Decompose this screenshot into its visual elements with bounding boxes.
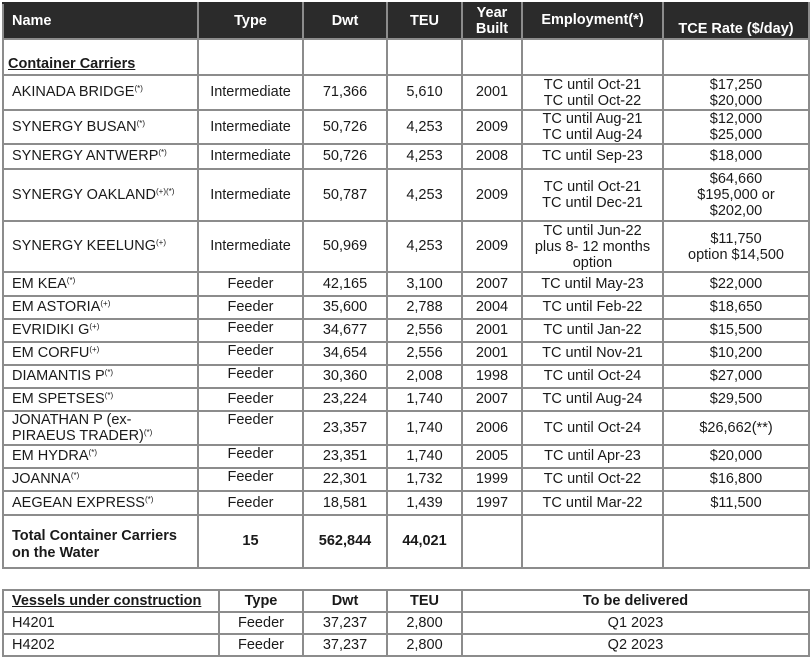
vessel-type: Feeder — [198, 342, 303, 365]
footnote-marker: (*) — [88, 448, 97, 457]
vessel-dwt: 50,969 — [303, 221, 387, 272]
vessel-dwt: 35,600 — [303, 296, 387, 319]
vessel-type: Intermediate — [198, 75, 303, 110]
construction-header-row — [3, 590, 809, 612]
construction-type: Feeder — [219, 634, 303, 656]
vessel-tce-rate-line: $195,000 or — [697, 187, 775, 203]
total-row — [3, 515, 809, 568]
vessel-year-built: 2007 — [462, 272, 522, 296]
total-count: 15 — [198, 515, 303, 568]
vessel-employment-line: TC until Aug-21 — [542, 111, 643, 127]
vessel-type: Intermediate — [198, 221, 303, 272]
col-header-employment: Employment(*) — [522, 3, 663, 39]
col-header-name: Name — [3, 3, 198, 39]
footnote-marker: (*) — [158, 148, 167, 157]
footnote-marker: (*) — [136, 118, 146, 128]
vessel-tce-rate-line: $20,000 — [709, 448, 763, 464]
vessel-year-built: 2001 — [462, 75, 522, 110]
construction-row — [3, 612, 809, 634]
vessel-name — [3, 221, 198, 272]
vessel-year-built: 2009 — [462, 169, 522, 221]
vessel-type: Feeder — [198, 411, 303, 445]
vessel-row — [3, 169, 809, 221]
footnote-marker: (*) — [104, 368, 114, 377]
vessel-name — [3, 388, 198, 411]
empty-cell — [663, 515, 809, 568]
vessel-employment-line: TC until Apr-23 — [544, 448, 641, 464]
vessel-row — [3, 365, 809, 388]
vessel-dwt: 23,351 — [303, 445, 387, 468]
vessel-year-built: 2001 — [462, 342, 522, 365]
empty-cell — [303, 39, 387, 75]
vessel-dwt: 34,654 — [303, 342, 387, 365]
construction-name: H4201 — [3, 612, 219, 634]
total-label-line2: on the Water — [12, 544, 100, 561]
vessel-name — [3, 296, 198, 319]
vessel-row — [3, 319, 809, 342]
vessel-type: Feeder — [198, 388, 303, 411]
vessel-tce-rate-line: $18,000 — [709, 148, 763, 164]
vessel-teu: 1,740 — [387, 388, 462, 411]
vessel-employment-line: TC until Jan-22 — [543, 322, 642, 338]
construction-header-dwt: Dwt — [303, 590, 387, 612]
vessel-tce-rate-line: $18,650 — [709, 299, 763, 315]
vessel-employment-line: plus 8- 12 months — [534, 238, 651, 255]
vessel-employment — [522, 272, 663, 296]
vessel-name — [3, 365, 198, 388]
vessel-dwt: 42,165 — [303, 272, 387, 296]
vessel-dwt: 71,366 — [303, 75, 387, 110]
vessel-type: Feeder — [198, 445, 303, 468]
vessel-name — [3, 468, 198, 491]
vessel-type: Feeder — [198, 272, 303, 296]
vessel-row — [3, 491, 809, 515]
vessel-type: Intermediate — [198, 110, 303, 144]
vessel-teu: 2,556 — [387, 342, 462, 365]
vessel-tce-rate-line: $10,200 — [709, 345, 763, 361]
vessel-year-built: 2005 — [462, 445, 522, 468]
construction-header-teu: TEU — [387, 590, 462, 612]
construction-header-delivery: To be delivered — [462, 590, 809, 612]
vessel-name-text: JOANNA — [12, 471, 71, 487]
vessel-name — [3, 75, 198, 110]
vessel-employment — [522, 75, 663, 110]
vessel-employment — [522, 169, 663, 221]
vessel-tce-rate — [663, 365, 809, 388]
vessel-tce-rate-line: $17,250 — [709, 76, 763, 93]
construction-delivery: Q1 2023 — [462, 612, 809, 634]
vessel-tce-rate — [663, 491, 809, 515]
vessel-dwt: 18,581 — [303, 491, 387, 515]
vessel-name-text: SYNERGY OAKLAND — [12, 186, 156, 203]
vessel-dwt: 50,787 — [303, 169, 387, 221]
vessel-tce-rate — [663, 445, 809, 468]
vessel-employment-line: TC until Aug-24 — [542, 127, 643, 143]
construction-delivery: Q2 2023 — [462, 634, 809, 656]
vessel-employment-line: TC until Oct-22 — [543, 92, 642, 109]
vessel-name-text: AEGEAN EXPRESS — [12, 494, 145, 511]
col-header-tce-rate: TCE Rate ($/day) — [663, 3, 809, 39]
vessel-tce-rate-line: option $14,500 — [688, 246, 784, 263]
vessel-tce-rate-line: $12,000 — [709, 111, 763, 127]
vessel-row — [3, 388, 809, 411]
vessel-tce-rate — [663, 342, 809, 365]
vessel-employment — [522, 319, 663, 342]
vessel-teu: 1,740 — [387, 445, 462, 468]
vessel-name-text: EM CORFU — [12, 345, 90, 361]
vessel-row — [3, 221, 809, 272]
vessel-name — [3, 491, 198, 515]
vessel-type: Feeder — [198, 319, 303, 342]
vessel-row — [3, 296, 809, 319]
vessel-year-built: 2004 — [462, 296, 522, 319]
vessel-employment-line: TC until Oct-24 — [543, 419, 642, 436]
vessel-name-text: EM HYDRA — [12, 448, 89, 464]
col-header-dwt: Dwt — [303, 3, 387, 39]
footnote-marker: (*) — [66, 275, 76, 285]
vessel-teu: 4,253 — [387, 169, 462, 221]
footnote-marker: (+) — [89, 322, 100, 331]
vessel-row — [3, 75, 809, 110]
vessel-tce-rate — [663, 296, 809, 319]
empty-cell — [462, 515, 522, 568]
construction-teu: 2,800 — [387, 634, 462, 656]
vessel-employment-line: TC until Sep-23 — [542, 148, 643, 164]
vessel-type: Intermediate — [198, 144, 303, 169]
vessel-year-built: 1998 — [462, 365, 522, 388]
footnote-marker: (+) — [89, 345, 100, 354]
vessel-name-text: SYNERGY KEELUNG — [12, 238, 156, 254]
total-label — [3, 515, 198, 568]
vessel-employment — [522, 445, 663, 468]
vessel-row — [3, 342, 809, 365]
vessel-tce-rate-line: $64,660 — [709, 171, 763, 187]
vessel-employment-line: TC until Nov-21 — [542, 345, 643, 361]
vessel-employment — [522, 365, 663, 388]
vessel-dwt: 50,726 — [303, 110, 387, 144]
vessel-tce-rate — [663, 110, 809, 144]
construction-dwt: 37,237 — [303, 612, 387, 634]
vessel-employment-line: TC until Dec-21 — [542, 195, 643, 211]
vessel-year-built: 1999 — [462, 468, 522, 491]
vessel-year-built: 2007 — [462, 388, 522, 411]
footnote-marker: (*) — [143, 428, 153, 437]
vessel-tce-rate-line: $27,000 — [709, 368, 763, 384]
construction-table — [2, 589, 810, 657]
construction-header-name: Vessels under construction — [3, 590, 219, 612]
vessel-row — [3, 144, 809, 169]
vessel-employment-line: TC until Feb-22 — [542, 299, 643, 315]
fleet-table — [2, 2, 810, 569]
vessel-tce-rate — [663, 411, 809, 445]
construction-header-type: Type — [219, 590, 303, 612]
construction-name: H4202 — [3, 634, 219, 656]
vessel-type: Feeder — [198, 491, 303, 515]
vessel-name-text: EM SPETSES — [12, 391, 105, 407]
vessel-tce-rate — [663, 319, 809, 342]
col-header-type: Type — [198, 3, 303, 39]
vessel-type: Feeder — [198, 468, 303, 491]
col-header-teu: TEU — [387, 3, 462, 39]
total-dwt: 562,844 — [303, 515, 387, 568]
vessel-name — [3, 272, 198, 296]
vessel-tce-rate-line: $11,500 — [710, 494, 762, 511]
vessel-dwt: 23,224 — [303, 388, 387, 411]
vessel-employment — [522, 296, 663, 319]
vessel-teu: 1,740 — [387, 411, 462, 445]
vessel-name-line1: JONATHAN P (ex- — [12, 412, 132, 428]
vessel-teu: 3,100 — [387, 272, 462, 296]
vessel-year-built: 2009 — [462, 221, 522, 272]
vessel-name — [3, 169, 198, 221]
vessel-type: Feeder — [198, 296, 303, 319]
vessel-dwt: 50,726 — [303, 144, 387, 169]
vessel-name-text: SYNERGY ANTWERP — [12, 148, 159, 164]
vessel-teu: 1,439 — [387, 491, 462, 515]
vessel-name-line2: PIRAEUS TRADER) — [12, 428, 144, 444]
vessel-row — [3, 272, 809, 296]
vessel-dwt: 34,677 — [303, 319, 387, 342]
vessel-name — [3, 319, 198, 342]
vessel-employment-line: TC until Oct-24 — [543, 368, 642, 384]
vessel-teu: 4,253 — [387, 221, 462, 272]
year-header-line2: Built — [475, 21, 509, 37]
vessel-row — [3, 468, 809, 491]
section-title: Container Carriers — [3, 39, 198, 75]
footnote-marker: (+) — [155, 238, 166, 247]
vessel-name — [3, 110, 198, 144]
vessel-dwt: 22,301 — [303, 468, 387, 491]
vessel-employment-line: TC until Mar-22 — [542, 494, 643, 511]
vessel-tce-rate-line: $15,500 — [709, 322, 763, 338]
construction-teu: 2,800 — [387, 612, 462, 634]
vessel-name-text: EM KEA — [12, 275, 67, 292]
vessel-tce-rate — [663, 272, 809, 296]
vessel-employment-line: option — [572, 254, 613, 271]
vessel-tce-rate-line: $20,000 — [709, 92, 763, 109]
vessel-teu: 5,610 — [387, 75, 462, 110]
vessel-tce-rate — [663, 169, 809, 221]
vessel-name-text: SYNERGY BUSAN — [12, 118, 137, 135]
vessel-teu: 4,253 — [387, 144, 462, 169]
vessel-year-built: 1997 — [462, 491, 522, 515]
vessel-year-built: 2009 — [462, 110, 522, 144]
vessel-year-built: 2008 — [462, 144, 522, 169]
vessel-name — [3, 411, 198, 445]
vessel-employment — [522, 342, 663, 365]
vessel-employment-line: TC until Aug-24 — [542, 391, 643, 407]
footnote-marker: (*) — [144, 494, 154, 504]
vessel-employment — [522, 388, 663, 411]
vessel-tce-rate — [663, 221, 809, 272]
empty-cell — [522, 515, 663, 568]
section-row — [3, 39, 809, 75]
vessel-employment — [522, 468, 663, 491]
vessel-employment — [522, 491, 663, 515]
empty-cell — [663, 39, 809, 75]
footnote-marker: (+) — [100, 299, 111, 308]
vessel-tce-rate-line: $202,00 — [709, 203, 763, 219]
empty-cell — [462, 39, 522, 75]
vessel-tce-rate-line: $25,000 — [709, 127, 763, 143]
vessel-teu: 4,253 — [387, 110, 462, 144]
vessel-employment-line: TC until Oct-21 — [543, 76, 642, 93]
vessel-tce-rate — [663, 144, 809, 169]
vessel-name-text: AKINADA BRIDGE — [12, 84, 135, 100]
footnote-marker: (*) — [134, 84, 143, 93]
construction-row — [3, 634, 809, 656]
vessel-employment-line: TC until May-23 — [541, 275, 644, 292]
vessel-tce-rate — [663, 388, 809, 411]
vessel-teu: 2,556 — [387, 319, 462, 342]
vessel-type: Feeder — [198, 365, 303, 388]
vessel-teu: 2,788 — [387, 296, 462, 319]
vessel-dwt: 30,360 — [303, 365, 387, 388]
vessel-name-text: EM ASTORIA — [12, 299, 101, 315]
vessel-type: Intermediate — [198, 169, 303, 221]
vessel-tce-rate-line: $26,662(**) — [699, 419, 773, 436]
vessel-employment — [522, 110, 663, 144]
vessel-teu: 1,732 — [387, 468, 462, 491]
vessel-tce-rate — [663, 468, 809, 491]
total-teu: 44,021 — [387, 515, 462, 568]
footnote-marker: (*) — [70, 471, 80, 480]
vessel-row — [3, 445, 809, 468]
vessel-tce-rate-line: $16,800 — [709, 471, 763, 487]
vessel-year-built: 2006 — [462, 411, 522, 445]
vessel-tce-rate — [663, 75, 809, 110]
year-header-line1: Year — [476, 5, 508, 21]
vessel-employment — [522, 144, 663, 169]
vessel-teu: 2,008 — [387, 365, 462, 388]
vessel-employment-line: TC until Oct-22 — [543, 471, 642, 487]
vessel-name-text: DIAMANTIS P — [12, 368, 105, 384]
footnote-marker: (+)(*) — [155, 186, 175, 196]
vessel-employment-line: TC until Jun-22 — [543, 222, 642, 239]
vessel-row — [3, 411, 809, 445]
vessel-dwt: 23,357 — [303, 411, 387, 445]
vessel-name — [3, 342, 198, 365]
empty-cell — [387, 39, 462, 75]
vessel-name-text: EVRIDIKI G — [12, 322, 90, 338]
empty-cell — [198, 39, 303, 75]
vessel-employment — [522, 221, 663, 272]
vessel-tce-rate-line: $29,500 — [709, 391, 763, 407]
vessel-row — [3, 110, 809, 144]
footnote-marker: (*) — [104, 391, 114, 400]
vessel-tce-rate-line: $11,750 — [710, 230, 762, 247]
vessel-employment-line: TC until Oct-21 — [543, 179, 642, 195]
total-label-line1: Total Container Carriers — [12, 527, 177, 544]
vessel-tce-rate-line: $22,000 — [709, 275, 763, 292]
vessel-year-built: 2001 — [462, 319, 522, 342]
construction-type: Feeder — [219, 612, 303, 634]
construction-dwt: 37,237 — [303, 634, 387, 656]
empty-cell — [522, 39, 663, 75]
vessel-name — [3, 445, 198, 468]
vessel-name — [3, 144, 198, 169]
vessel-employment — [522, 411, 663, 445]
col-header-year-built — [462, 3, 522, 39]
header-row — [3, 3, 809, 39]
